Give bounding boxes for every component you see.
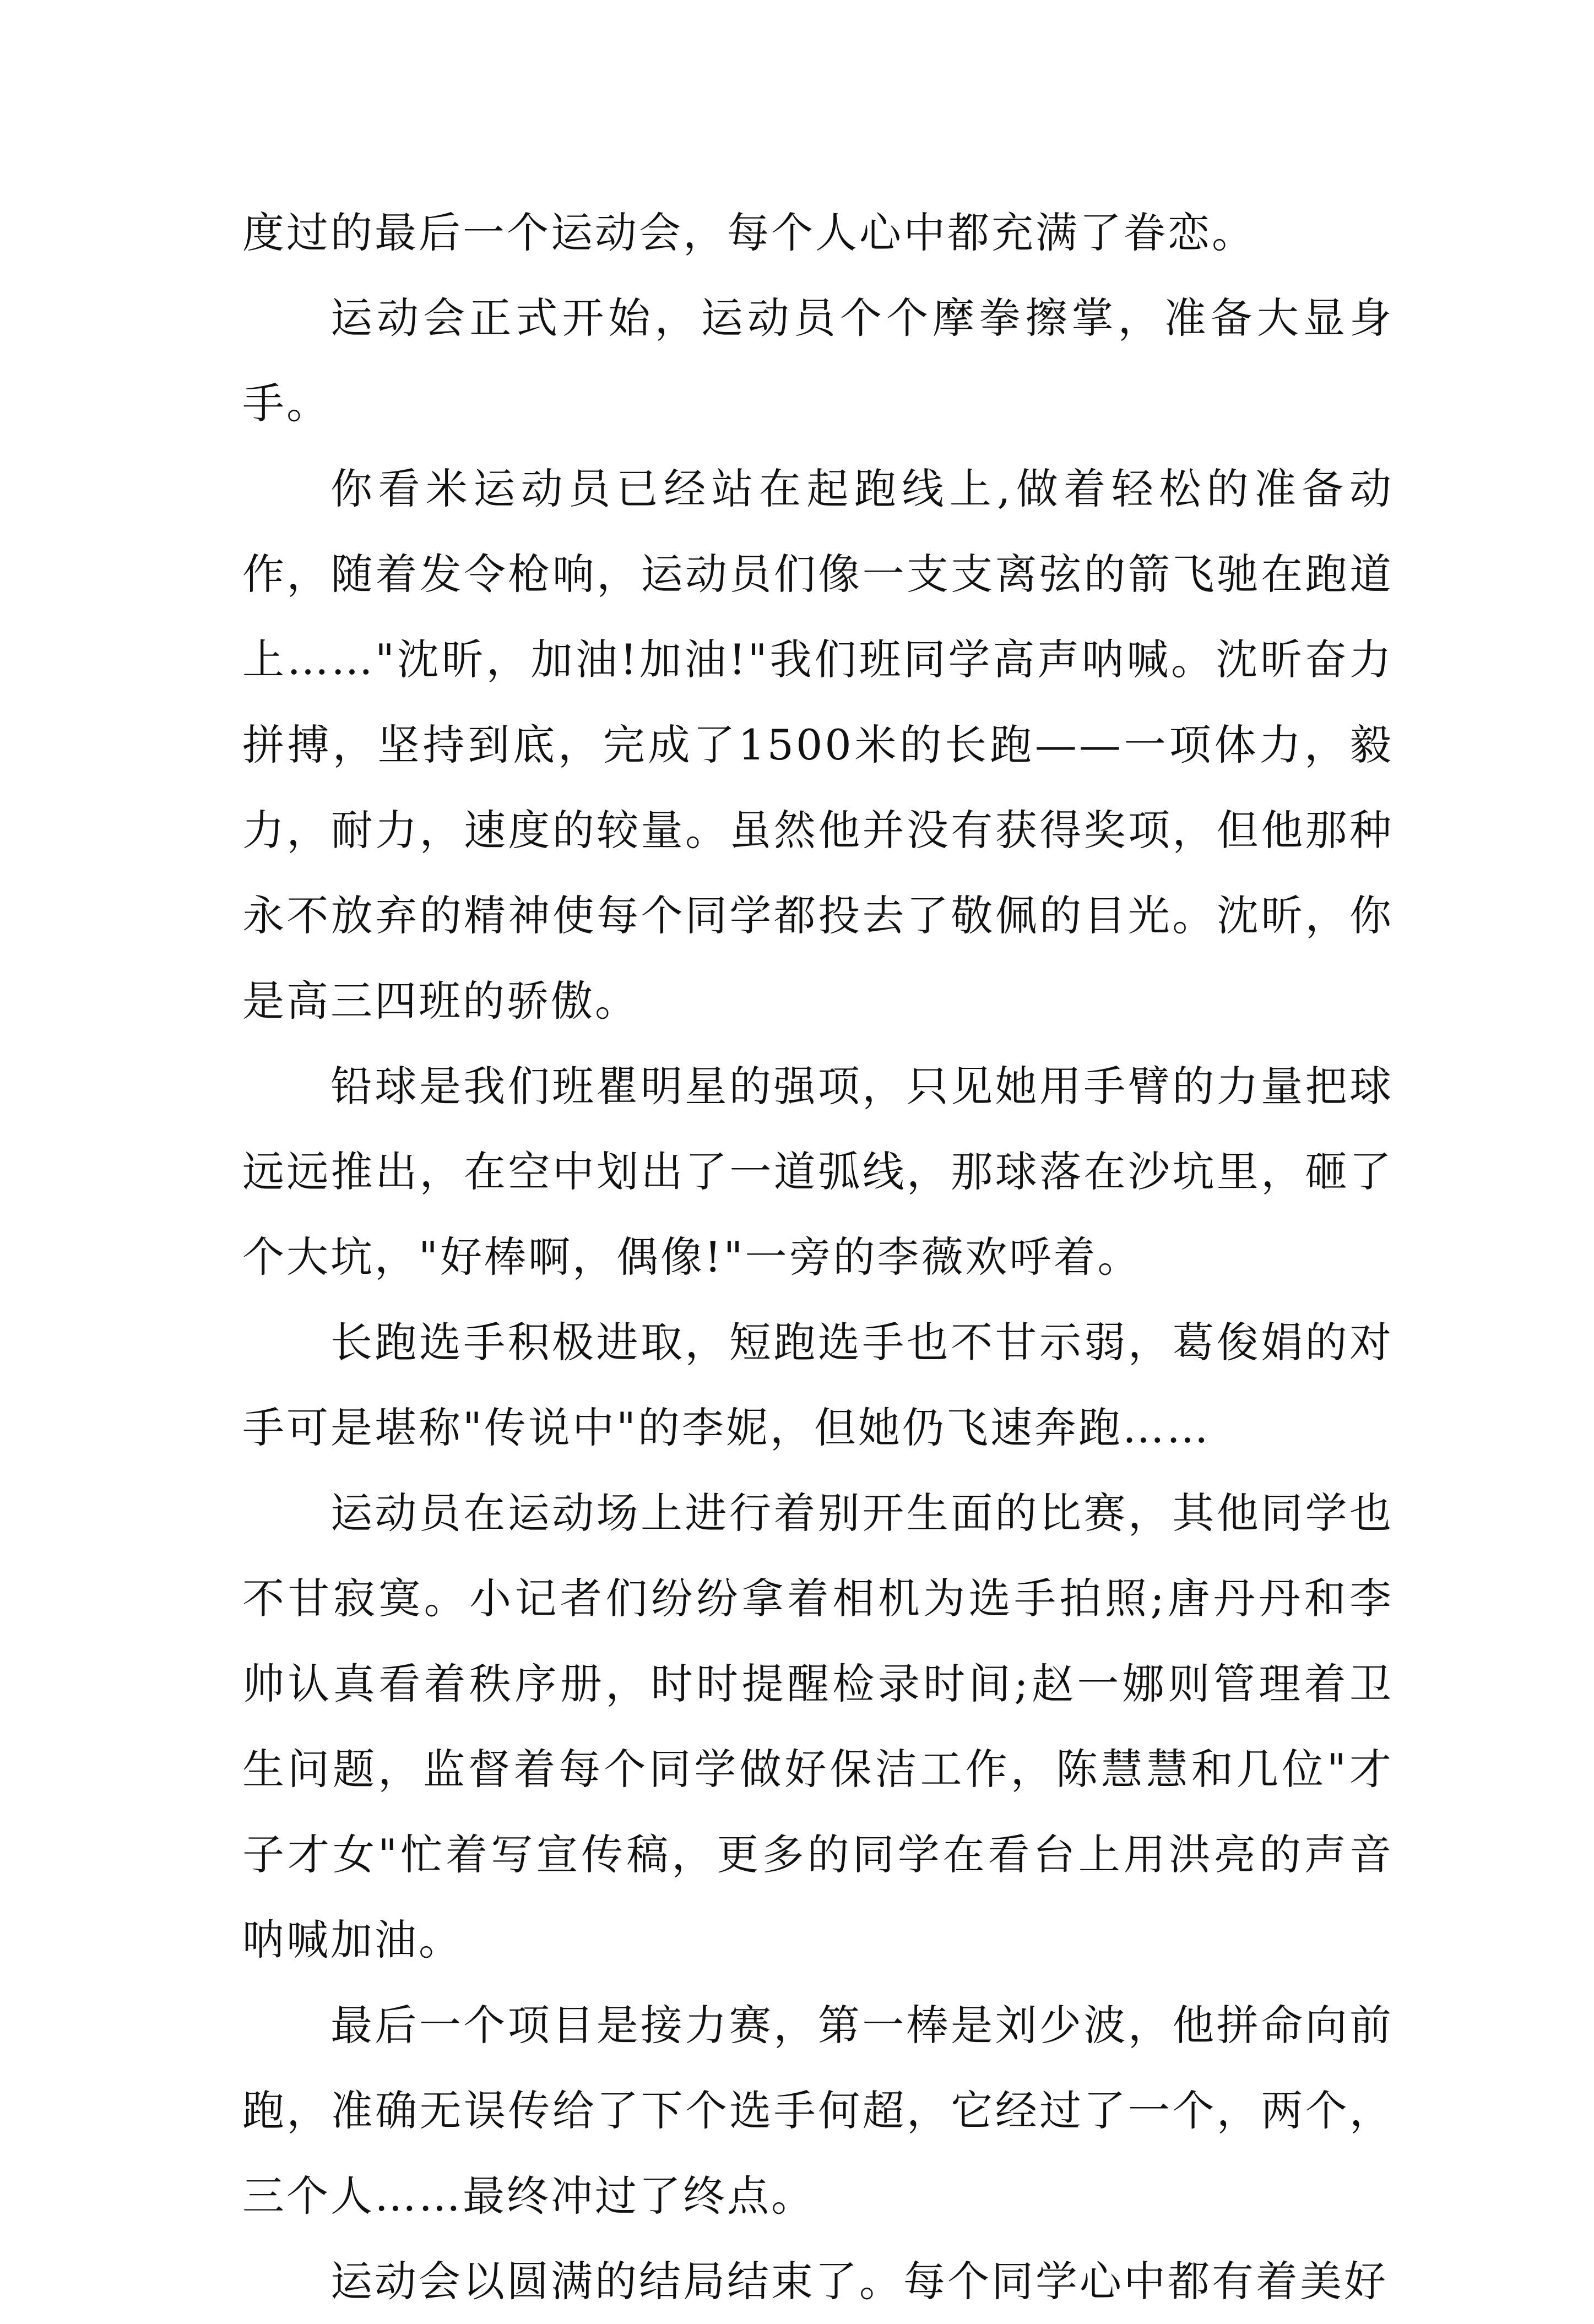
paragraph-shot-put: 铅球是我们班瞿明星的强项，只见她用手臂的力量把球远远推出，在空中划出了一道弧线，那球落在沙坑里，砸了个大坑，"好棒啊，偶像!"一旁的李薇欢呼着。	[242, 1062, 1394, 1282]
paragraph-sprint: 长跑选手积极进取，短跑选手也不甘示弱，葛俊娟的对手可是堪称"传说中"的李妮，但她仍飞速奔跑……	[242, 1318, 1394, 1452]
paragraph-supporters: 运动员在运动场上进行着别开生面的比赛，其他同学也不甘寂寞。小记者们纷纷拿着相机为选手拍照;唐丹丹和李帅认真看着秩序册，时时提醒检录时间;赵一娜则管理着卫生问题，监督着每个同学做好保洁工作，陈慧慧和几位"才子才女"忙着写宣传稿，更多的同学在看台上用洪亮的声音呐喊加油。	[242, 1489, 1394, 1964]
paragraph-closing: 运动会以圆满的结局结束了。每个同学心中都有着美好	[330, 2257, 1388, 2306]
paragraph-opening: 运动会正式开始，运动员个个摩拳擦掌，准备大显身手。	[242, 294, 1394, 428]
paragraph-continuation: 度过的最后一个运动会，每个人心中都充满了眷恋。	[242, 208, 1256, 257]
paragraph-long-run: 你看米运动员已经站在起跑线上,做着轻松的准备动作，随着发令枪响，运动员们像一支支离弦的箭飞驰在跑道上……"沈昕，加油!加油!"我们班同学高声呐喊。沈昕奋力拼搏，坚持到底，完成了1500米的长跑——一项体力，毅力，耐力，速度的较量。虽然他并没有获得奖项，但他那种永不放弃的精神使每个同学都投去了敬佩的目光。沈昕，你是高三四班的骄傲。	[242, 464, 1394, 1025]
document-body	[242, 190, 1394, 2324]
paragraph-relay: 最后一个项目是接力赛，第一棒是刘少波，他拼命向前跑，准确无误传给了下个选手何超，它经过了一个，两个，三个人……最终冲过了终点。	[242, 2001, 1394, 2220]
